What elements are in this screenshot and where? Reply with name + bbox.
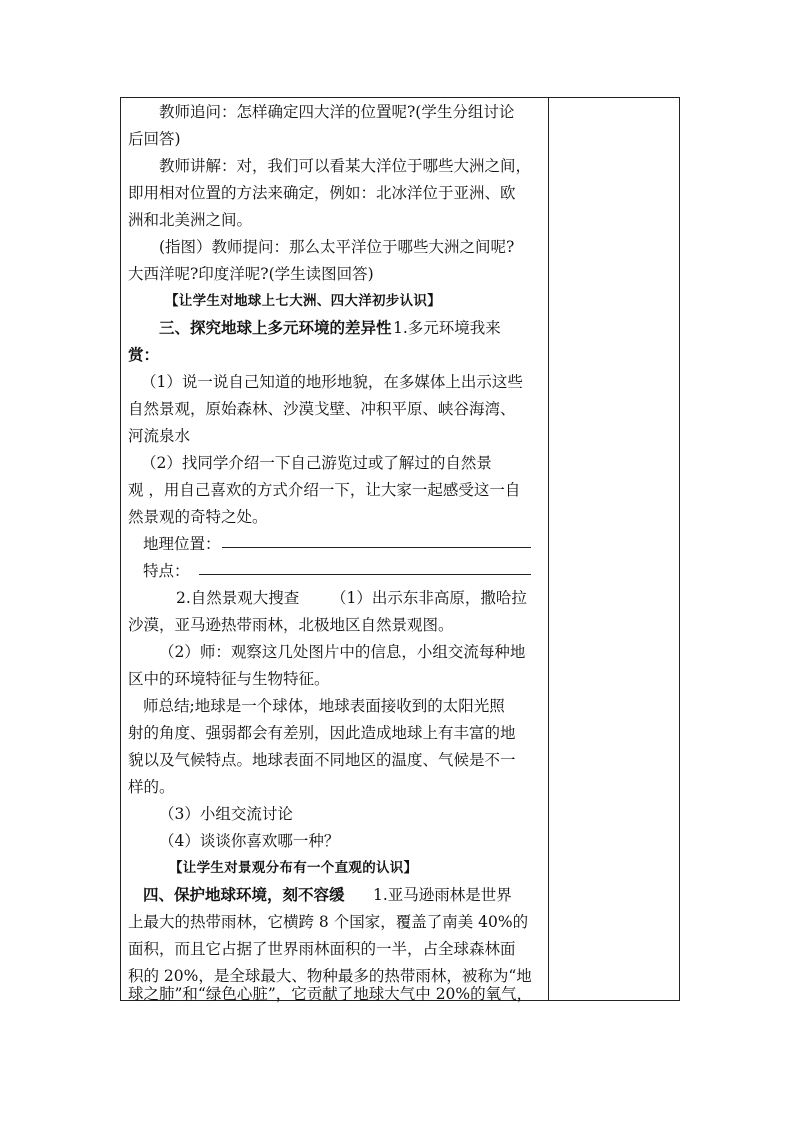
text-line: （3）小组交流讨论 bbox=[159, 805, 293, 823]
text-line: 2.自然景观大搜查 bbox=[176, 589, 300, 607]
section-heading: 三、探究地球上多元环境的差异性 bbox=[159, 318, 392, 337]
location-answer-blank[interactable] bbox=[222, 547, 531, 548]
section-heading: 赏： bbox=[128, 345, 160, 364]
text-line: （2）师：观察这几处图片中的信息，小组交流每种地 bbox=[159, 643, 526, 661]
text-line: 1.多元环境我来 bbox=[393, 319, 501, 337]
text-line: 球之肺”和“绿色心脏”，它贡献了地球大气中 20%的氧气， bbox=[128, 985, 533, 1003]
features-answer-blank[interactable] bbox=[199, 574, 531, 575]
text-line: 1.亚马逊雨林是世界 bbox=[373, 886, 512, 904]
text-line: 然景观的奇特之处。 bbox=[128, 508, 268, 526]
text-line: 样的。 bbox=[128, 778, 175, 796]
section-heading: 四、保护地球环境，刻不容缓 bbox=[143, 885, 345, 904]
text-line: 上最大的热带雨林，它横跨 8 个国家，覆盖了南美 40%的 bbox=[128, 913, 529, 931]
text-line: 特点： bbox=[143, 562, 190, 580]
text-line: （1）出示东非高原，撒哈拉 bbox=[331, 589, 527, 607]
text-line: （1）说一说自己知道的地形地貌，在多媒体上出示这些 bbox=[141, 373, 523, 391]
text-line: 面积，而且它占据了世界雨林面积的一半，占全球森林面 bbox=[128, 940, 516, 958]
text-line: 自然景观，原始森林、沙漠戈壁、冲积平原、峡谷海湾、 bbox=[128, 400, 516, 418]
teaching-note: 【让学生对景观分布有一个直观的认识】 bbox=[169, 860, 418, 876]
text-line: 区中的环境特征与生物特征。 bbox=[128, 670, 330, 688]
text-line: (指图）教师提问：那么太平洋位于哪些大洲之间呢? bbox=[159, 238, 515, 256]
text-line: 后回答) bbox=[128, 130, 181, 148]
text-line: 观 ，用自己喜欢的方式介绍一下，让大家一起感受这一自 bbox=[128, 481, 521, 499]
text-line: 洲和北美洲之间。 bbox=[128, 211, 253, 229]
text-line: 貌以及气候特点。地球表面不同地区的温度、气候是不一 bbox=[128, 751, 516, 769]
text-line: 沙漠，亚马逊热带雨林，北极地区自然景观图。 bbox=[128, 616, 454, 634]
text-line: （2）找同学介绍一下自己游览过或了解过的自然景 bbox=[141, 454, 492, 472]
text-line: 积的 20%，是全球最大、物种最多的热带雨林，被称为“地 bbox=[128, 967, 532, 985]
text-line: 即用相对位置的方法来确定，例如：北冰洋位于亚洲、欧 bbox=[128, 184, 516, 202]
text-line: 教师讲解：对，我们可以看某大洋位于哪些大洲之间， bbox=[159, 157, 532, 175]
text-line: （4）谈谈你喜欢哪一种？ bbox=[159, 832, 340, 850]
teaching-note: 【让学生对地球上七大洲、四大洋初步认识】 bbox=[165, 293, 441, 309]
text-line: 教师追问：怎样确定四大洋的位置呢?(学生分组讨论 bbox=[159, 103, 515, 121]
text-line: 师总结;地球是一个球体，地球表面接收到的太阳光照 bbox=[143, 697, 505, 715]
text-line: 地理位置： bbox=[143, 535, 221, 553]
lesson-table bbox=[120, 97, 680, 1001]
text-line: 大西洋呢?印度洋呢?(学生读图回答) bbox=[128, 265, 374, 283]
text-line: 射的角度、强弱都会有差别，因此造成地球上有丰富的地 bbox=[128, 724, 516, 742]
column-divider bbox=[548, 98, 549, 1000]
text-line: 河流泉水 bbox=[128, 427, 191, 445]
